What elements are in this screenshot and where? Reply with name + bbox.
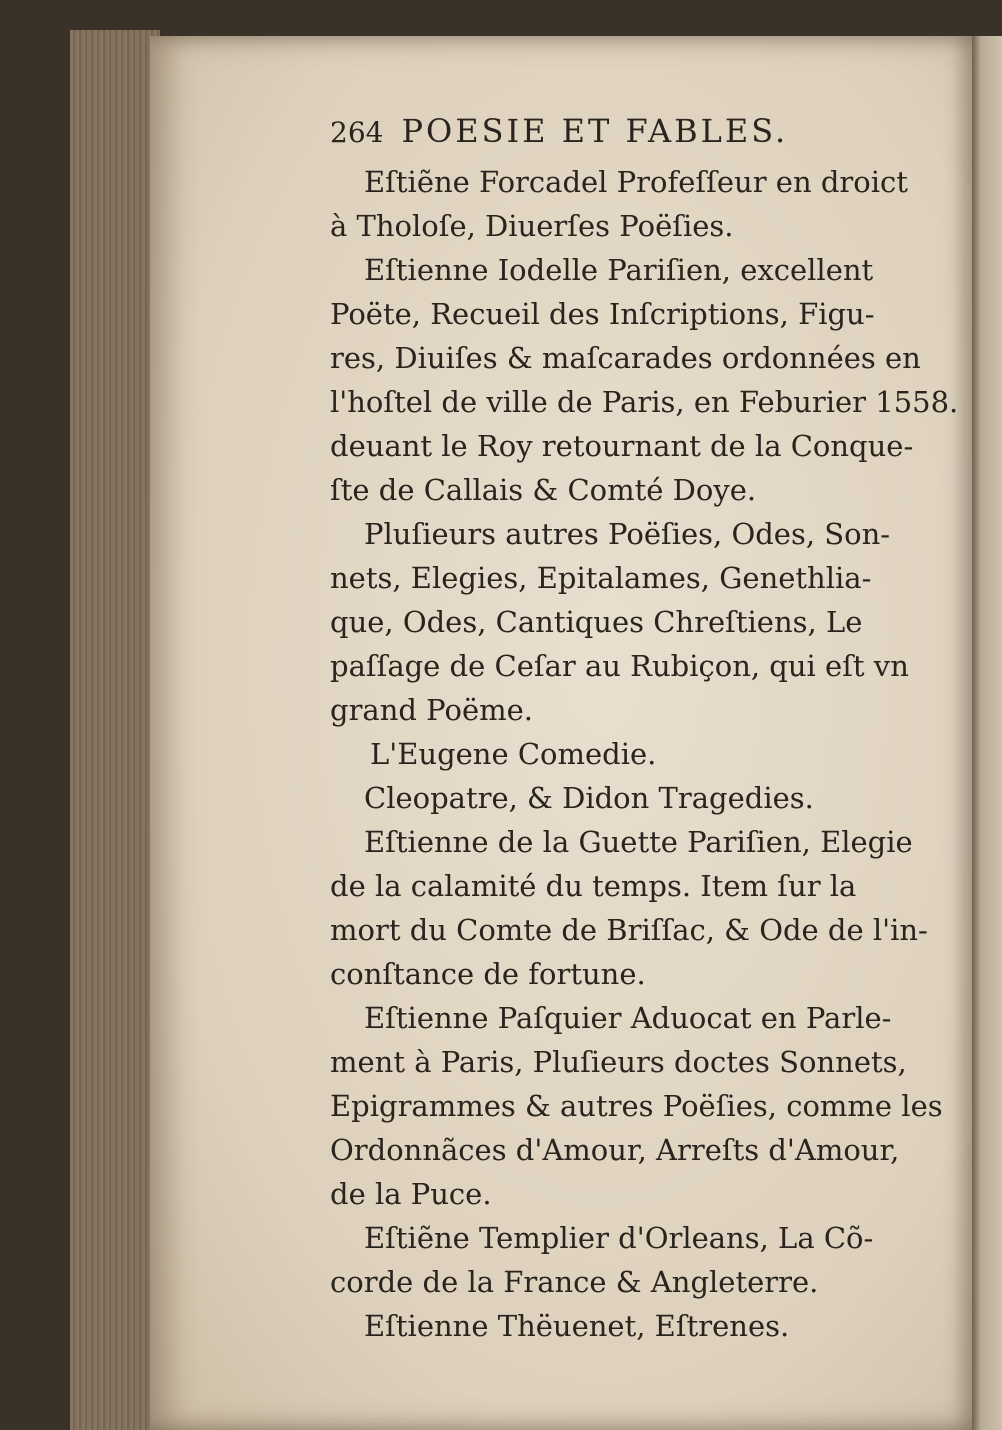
text-line: Eſtiẽne Templier d'Orleans, La Cõ- xyxy=(364,1221,874,1255)
text-line: deuant le Roy retournant de la Conque- xyxy=(330,429,914,463)
text-line: mort du Comte de Briſſac, & Ode de l'in- xyxy=(330,913,928,947)
text-line: nets, Elegies, Epitalames, Genethlia- xyxy=(330,561,872,595)
text-line: que, Odes, Cantiques Chreſtiens, Le xyxy=(330,605,863,639)
text-line: conſtance de fortune. xyxy=(330,957,646,991)
page-number: 264 xyxy=(330,116,384,149)
text-line: Epigrammes & autres Poëſies, comme les xyxy=(330,1089,943,1123)
text-line: de la calamité du temps. Item ſur la xyxy=(330,869,857,903)
text-line: ſte de Callais & Comté Doye. xyxy=(330,473,757,507)
page-header xyxy=(330,112,910,158)
text-line: corde de la France & Angleterre. xyxy=(330,1265,819,1299)
text-line: l'hoſtel de ville de Paris, en Feburier 1558. xyxy=(330,385,959,419)
text-line: Eſtienne Thëuenet, Eſtrenes. xyxy=(364,1309,790,1343)
text-line: de la Puce. xyxy=(330,1177,492,1211)
text-line: à Tholoſe, Diuerſes Poëſies. xyxy=(330,209,734,243)
text-line: L'Eugene Comedie. xyxy=(370,737,657,771)
facing-page-edge xyxy=(972,36,1002,1430)
text-line: ment à Paris, Pluſieurs doctes Sonnets, xyxy=(330,1045,907,1079)
text-line: grand Poëme. xyxy=(330,693,534,727)
text-block xyxy=(330,160,959,1348)
text-line: Eſtienne Iodelle Pariſien, excellent xyxy=(364,253,874,287)
text-line: Eſtienne de la Guette Pariſien, Elegie xyxy=(364,825,913,859)
text-line: Cleopatre, & Didon Tragedies. xyxy=(364,781,814,815)
running-title: POESIE ET FABLES. xyxy=(401,112,789,150)
text-line: paſſage de Ceſar au Rubiçon, qui eſt vn xyxy=(330,649,909,683)
text-line: Pluſieurs autres Poëſies, Odes, Son- xyxy=(364,517,891,551)
text-line: res, Diuiſes & maſcarades ordonnées en xyxy=(330,341,921,375)
book-fore-edge xyxy=(70,30,160,1430)
page-text xyxy=(330,112,959,1348)
text-line: Eſtienne Paſquier Aduocat en Parle- xyxy=(364,1001,892,1035)
text-line: Poëte, Recueil des Inſcriptions, Figu- xyxy=(330,297,875,331)
text-line: Eſtiẽne Forcadel Profeſſeur en droict xyxy=(364,165,908,199)
text-line: Ordonnãces d'Amour, Arreſts d'Amour, xyxy=(330,1133,900,1167)
